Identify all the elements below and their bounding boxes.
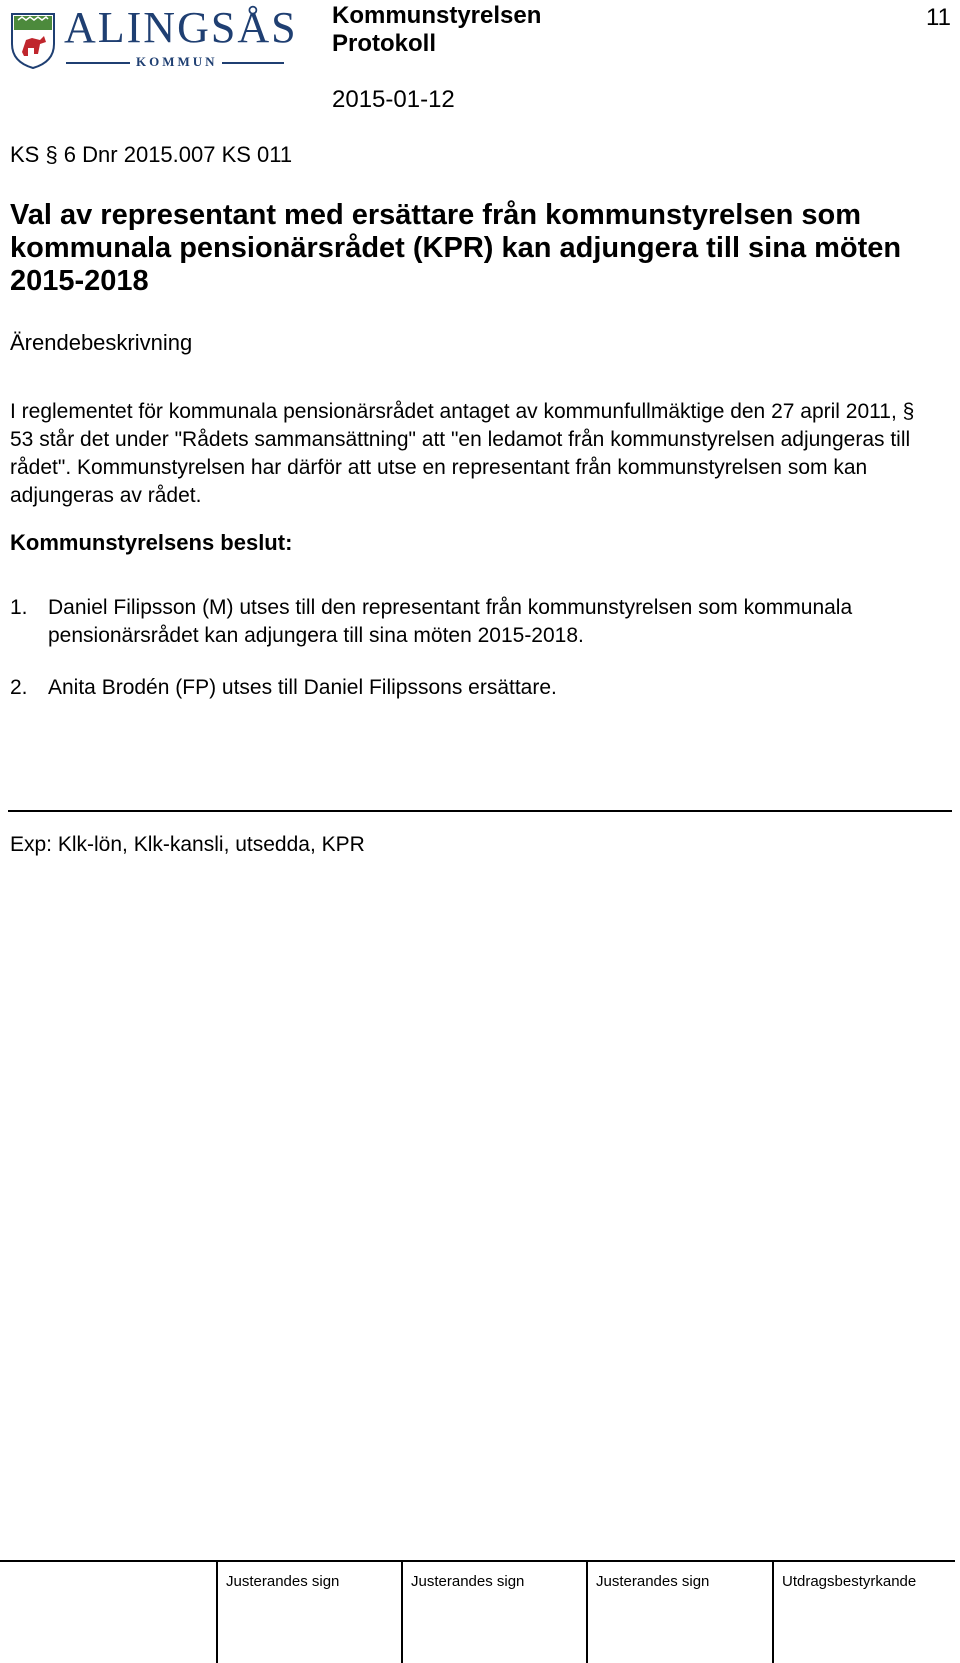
meeting-date: 2015-01-12 [332,86,455,113]
case-reference: KS § 6 Dnr 2015.007 KS 011 [10,142,293,167]
expedition-line: Exp: Klk-lön, Klk-kansli, utsedda, KPR [10,833,365,856]
signature-label: Justerandes sign [596,1573,710,1590]
signature-label: Justerandes sign [226,1573,340,1590]
description-heading: Ärendebeskrivning [10,330,193,355]
footer-divider [401,1560,403,1663]
decision-item-text: Daniel Filipsson (M) utses till den representant från kommunstyrelsen som kommunala pensionärsrådet kan adjungera till sina möten 2015-2018. [48,596,853,647]
decision-item-number: 2. [10,676,28,699]
logo-subtext: KOMMUN [136,54,218,69]
section-divider [8,810,952,812]
logo-wordmark: ALINGSÅS [64,3,298,52]
page-number: 11 [926,4,951,31]
signature-label: Justerandes sign [411,1573,525,1590]
organization-name: Kommunstyrelsen [332,2,542,29]
case-title: Val av representant med ersättare från kommunstyrelsen som kommunala pensionärsrådet (KPR) kan adjungera till sina möten 2015-2018 [10,199,902,297]
footer-divider [216,1560,218,1663]
decision-item [10,594,940,650]
alingsas-logo [8,2,298,74]
certification-label: Utdragsbestyrkande [782,1573,917,1590]
decision-heading: Kommunstyrelsens beslut: [10,530,293,555]
footer-divider [772,1560,774,1663]
footer-rule [0,1560,955,1562]
description-text: I reglementet för kommunala pensionärsrådet antaget av kommunfullmäktige den 27 april 2011, § 53 står det under "Rådets sammansättning" att "en ledamot från kommunstyrelsen adjungeras till rådet". Kommunstyrelsen har därför att utse en representant från kommunstyrelsen som kan adjungeras av rådet. [10,400,915,507]
decision-item-number: 1. [10,596,28,619]
decision-item-text: Anita Brodén (FP) utses till Daniel Filipssons ersättare. [48,676,557,699]
coat-of-arms-icon [10,10,56,70]
footer-divider [586,1560,588,1663]
document-type: Protokoll [332,30,437,57]
decision-item [10,674,940,702]
